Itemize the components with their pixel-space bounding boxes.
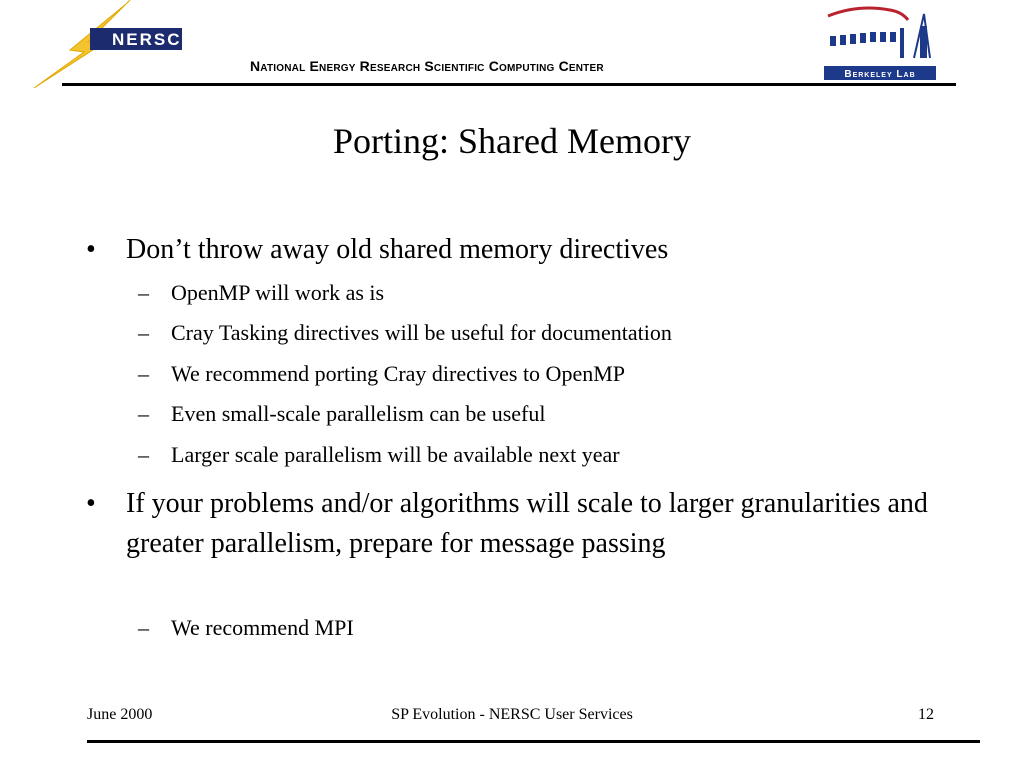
sub-bullet-text: We recommend porting Cray directives to OpenMP (171, 361, 626, 386)
sub-bullet-text: Larger scale parallelism will be available next year (171, 442, 620, 467)
sub-bullet-text: Cray Tasking directives will be useful for documentation (171, 320, 672, 345)
dash-icon: – (138, 320, 149, 345)
sub-bullet-item (138, 615, 354, 641)
sub-bullet-text: We recommend MPI (171, 615, 354, 640)
bullet-icon: • (86, 488, 96, 519)
sub-bullet-item (138, 401, 545, 427)
nersc-logo (28, 0, 188, 90)
dash-icon: – (138, 442, 149, 467)
sub-bullet-item (138, 320, 672, 346)
sub-bullet-item (138, 442, 620, 468)
dash-icon: – (138, 615, 149, 640)
bullet-text: If your problems and/or algorithms will scale to larger granularities and greater parallelism, prepare for message passing (126, 488, 928, 559)
dash-icon: – (138, 280, 149, 305)
bullet-item (86, 484, 946, 564)
page-number: 12 (918, 706, 934, 723)
bullet-text: Don’t throw away old shared memory directives (126, 234, 669, 265)
sub-bullet-text: OpenMP will work as is (171, 280, 385, 305)
lab-logo-text: Berkeley Lab (844, 69, 916, 80)
sub-bullet-item (138, 280, 384, 306)
berkeley-lab-icon (818, 2, 948, 86)
footer-presentation-title: SP Evolution - NERSC User Services (391, 706, 633, 723)
sub-bullet-item (138, 361, 625, 387)
footer-divider (87, 740, 980, 743)
slide-title: Porting: Shared Memory (333, 121, 691, 161)
footer-date: June 2000 (87, 706, 153, 723)
berkeley-lab-logo (818, 2, 948, 86)
nersc-lightning-icon (28, 0, 188, 90)
nersc-logo-text: NERSC (112, 30, 182, 49)
bullet-item (86, 230, 946, 270)
sub-bullet-text: Even small-scale parallelism can be useful (171, 401, 546, 426)
dash-icon: – (138, 401, 149, 426)
dash-icon: – (138, 361, 149, 386)
bullet-icon: • (86, 234, 96, 265)
organization-title: National Energy Research Scientific Computing Center (250, 58, 604, 74)
